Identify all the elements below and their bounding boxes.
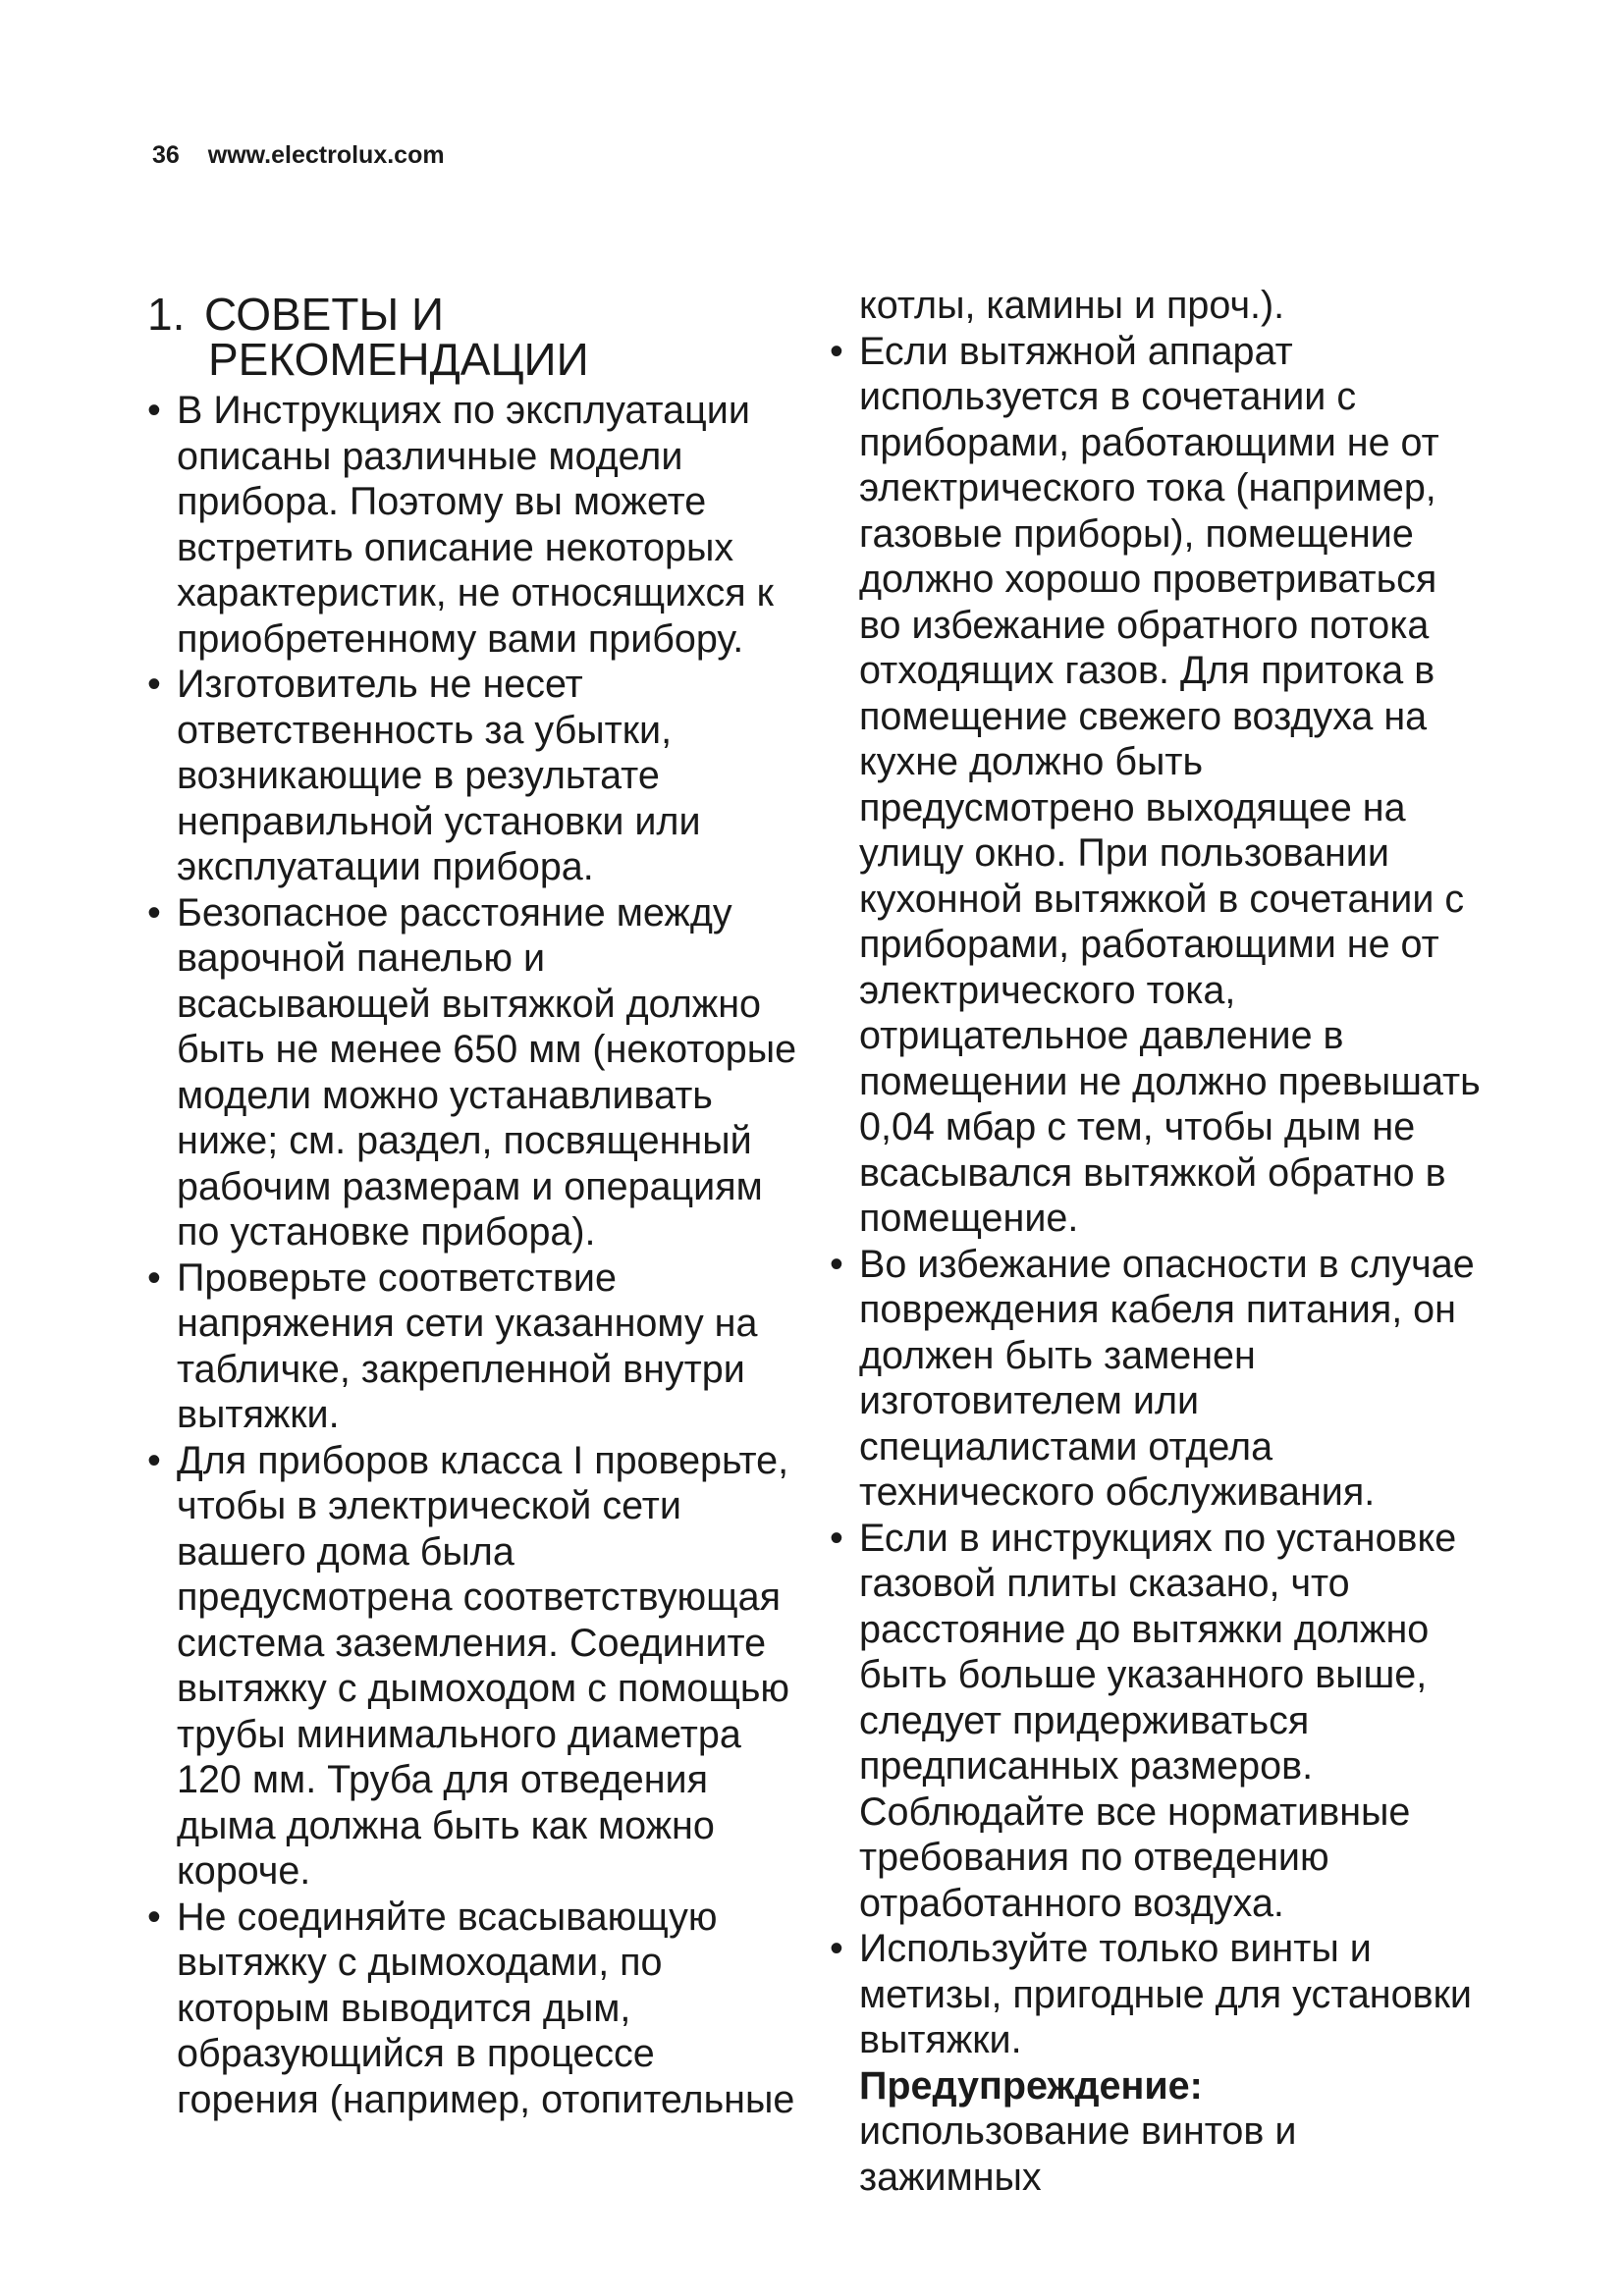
list-item bbox=[147, 1895, 800, 2123]
page-number: 36 bbox=[152, 141, 180, 169]
list-item bbox=[147, 662, 800, 890]
list-item-text: Во избежание опасности в случае повреждения кабеля питания, он должен быть заменен изготовителем или специалистами отдела технического обслуживания. bbox=[859, 1242, 1475, 1514]
list-item-text: Если вытяжной аппарат используется в сочетании с приборами, работающими не от электрического тока (например, газовые приборы), помещение должно хорошо проветриваться во избежание обратного потока отходящих газов. Для притока в помещение свежего воздуха на кухне должно быть предусмотрено выходящее на улицу окно. При пользовании кухонной вытяжкой в сочетании с приборами, работающими не от электрического тока, отрицательное давление в помещении не должно превышать 0,04 мбар с тем, чтобы дым не всасывался вытяжкой обратно в помещение. bbox=[859, 329, 1481, 1240]
list-item bbox=[830, 329, 1483, 1242]
left-column bbox=[147, 283, 800, 2122]
bullet-icon: • bbox=[147, 890, 161, 934]
list-item-text: Проверьте соответствие напряжения сети указанному на табличке, закрепленной внутри вытяжки. bbox=[177, 1255, 758, 1436]
bullet-icon: • bbox=[147, 389, 161, 432]
list-item-text: Не соединяйте всасывающую вытяжку с дымоходами, по которым выводится дым, образующийся в процессе горения (например, отопительные bbox=[177, 1895, 795, 2121]
bullet-icon: • bbox=[147, 1895, 161, 1939]
list-item-text: Если в инструкциях по установке газовой плиты сказано, что расстояние до вытяжки должно быть больше указанного выше, следует придерживаться предписанных размеров. Соблюдайте все нормативные требования по отведению отработанного воздуха. bbox=[859, 1516, 1457, 1925]
list-item bbox=[147, 1438, 800, 1895]
list-item-text: В Инструкциях по эксплуатации описаны различные модели прибора. Поэтому вы можете встретить описание некоторых характеристик, не относящихся к приобретенному вами прибору. bbox=[177, 389, 774, 661]
site-url: www.electrolux.com bbox=[207, 141, 445, 169]
section-heading bbox=[147, 289, 800, 385]
page-header bbox=[152, 141, 445, 170]
warning-text: использование винтов и зажимных bbox=[859, 2109, 1297, 2199]
warning-paragraph bbox=[830, 2063, 1483, 2201]
list-item-text: Изготовитель не несет ответственность за убытки, возникающие в результате неправильной установки или эксплуатации прибора. bbox=[177, 663, 701, 888]
bullet-icon: • bbox=[830, 1242, 843, 1286]
warning-label: Предупреждение: bbox=[859, 2063, 1203, 2108]
bullet-icon: • bbox=[830, 1927, 843, 1970]
list-item-text: Для приборов класса I проверьте, чтобы в электрической сети вашего дома была предусмотрена соответствующая система заземления. Соедините вытяжку с дымоходом с помощью трубы минимального диаметра 120 мм. Труба для отведения дыма должна быть как можно короче. bbox=[177, 1438, 790, 1893]
list-item-text: Безопасное расстояние между варочной панелью и всасывающей вытяжкой должно быть не менее 650 мм (некоторые модели можно устанавливать ниже; см. раздел, посвященный рабочим размерам и операциям по установке прибора). bbox=[177, 890, 797, 1254]
bullet-icon: • bbox=[147, 1438, 161, 1482]
list-item bbox=[147, 388, 800, 662]
list-item bbox=[830, 1242, 1483, 1516]
bullet-icon: • bbox=[830, 329, 843, 373]
list-item bbox=[147, 890, 800, 1255]
list-item bbox=[830, 1516, 1483, 1927]
list-item bbox=[830, 1926, 1483, 2063]
bullet-icon: • bbox=[830, 1516, 843, 1560]
section-title-line1: СОВЕТЫ И bbox=[204, 289, 445, 340]
section-number: 1. bbox=[147, 289, 186, 340]
list-item bbox=[147, 1255, 800, 1438]
right-column bbox=[830, 283, 1483, 2200]
section-title-line2: РЕКОМЕНДАЦИИ bbox=[208, 334, 589, 385]
bullet-icon: • bbox=[147, 1255, 161, 1300]
continued-text: котлы, камины и проч.). bbox=[859, 284, 1285, 327]
bullet-icon: • bbox=[147, 663, 161, 706]
list-item-text: Используйте только винты и метизы, пригодные для установки вытяжки. bbox=[859, 1927, 1472, 2061]
